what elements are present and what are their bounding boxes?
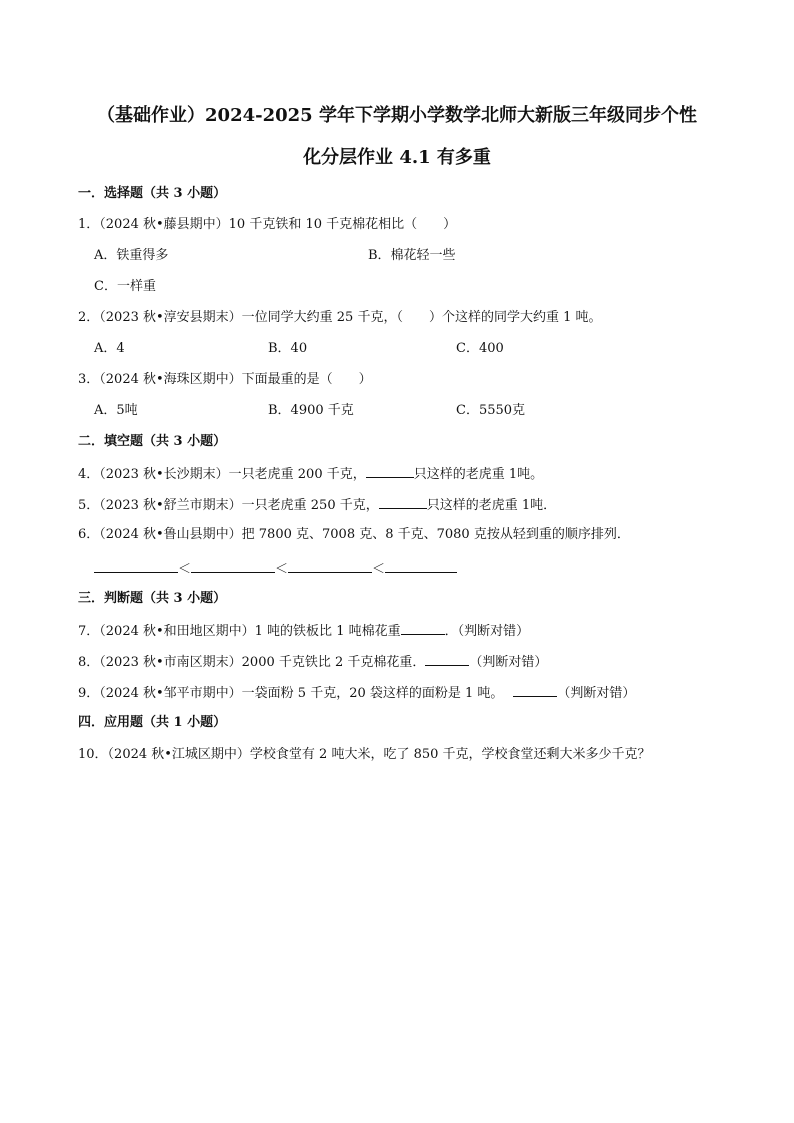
q5-text-after: 只这样的老虎重 1吨．: [426, 498, 557, 513]
q4-text-before: 4．（2023 秋•长沙期末）一只老虎重 200 千克，: [78, 467, 366, 482]
q8-text-before: 8．（2023 秋•市南区期末）2000 千克铁比 2 千克棉花重．: [78, 655, 426, 670]
section-heading-fill: 二．填空题（共 3 小题）: [78, 434, 227, 449]
q7-text-before: 7．（2024 秋•和田地区期中）1 吨的铁板比 1 吨棉花重: [78, 624, 401, 639]
q2-option-c: C．400: [456, 341, 504, 356]
q3-option-a: A．5吨: [94, 403, 138, 418]
q5-answer-blank[interactable]: [379, 495, 427, 509]
question-1: 1．（2024 秋•藤县期中）10 千克铁和 10 千克棉花相比（ ）: [78, 217, 457, 232]
question-8: [78, 652, 547, 672]
q6-less-than-1: ＜: [178, 562, 192, 577]
q3-option-b: B．4900 千克: [268, 403, 354, 418]
q8-answer-blank[interactable]: [425, 652, 469, 666]
question-9: [78, 683, 635, 703]
question-4: [78, 464, 543, 484]
q6-less-than-3: ＜: [372, 562, 386, 577]
q1-option-b: B．棉花轻一些: [368, 248, 456, 263]
q6-blank-2[interactable]: [191, 559, 275, 573]
q1-option-a: A．铁重得多: [94, 248, 169, 263]
q2-option-a: A．4: [94, 341, 125, 356]
q6-ordering-blanks: [94, 559, 457, 579]
q3-option-c: C．5550克: [456, 403, 526, 418]
q7-text-after: ．（判断对错）: [444, 624, 530, 639]
section-heading-judge: 三．判断题（共 3 小题）: [78, 591, 227, 606]
q7-answer-blank[interactable]: [401, 621, 445, 635]
q2-option-b: B．40: [268, 341, 308, 356]
q9-text-after: （判断对错）: [557, 686, 636, 701]
question-5: [78, 495, 556, 515]
q6-blank-1[interactable]: [94, 559, 178, 573]
page-title-line-2: 化分层作业 4.1 有多重: [303, 147, 491, 168]
section-heading-choice: 一．选择题（共 3 小题）: [78, 186, 227, 201]
q9-answer-blank[interactable]: [513, 683, 557, 697]
q8-text-after: （判断对错）: [469, 655, 548, 670]
q1-option-c: C．一样重: [94, 279, 156, 294]
page-title-line-1: （基础作业）2024-2025 学年下学期小学数学北师大新版三年级同步个性: [97, 105, 697, 126]
q5-text-before: 5．（2023 秋•舒兰市期末）一只老虎重 250 千克，: [78, 498, 379, 513]
question-6: 6．（2024 秋•鲁山县期中）把 7800 克、7008 克、8 千克、7080 克按从轻到重的顺序排列．: [78, 527, 630, 542]
q4-text-after: 只这样的老虎重 1吨。: [413, 467, 544, 482]
question-2: 2．（2023 秋•淳安县期末）一位同学大约重 25 千克，（ ）个这样的同学大约重 1 吨。: [78, 310, 602, 325]
q6-blank-3[interactable]: [288, 559, 372, 573]
q9-text-before: 9．（2024 秋•邹平市期中）一袋面粉 5 千克，20 袋这样的面粉是 1 吨。: [78, 686, 504, 701]
question-10: 10．（2024 秋•江城区期中）学校食堂有 2 吨大米，吃了 850 千克，学校食堂还剩大米多少千克？: [78, 747, 651, 762]
section-heading-application: 四．应用题（共 1 小题）: [78, 715, 227, 730]
q6-blank-4[interactable]: [385, 559, 457, 573]
q6-less-than-2: ＜: [275, 562, 289, 577]
question-3: 3．（2024 秋•海珠区期中）下面最重的是（ ）: [78, 372, 372, 387]
question-7: [78, 621, 529, 641]
q4-answer-blank[interactable]: [366, 464, 414, 478]
